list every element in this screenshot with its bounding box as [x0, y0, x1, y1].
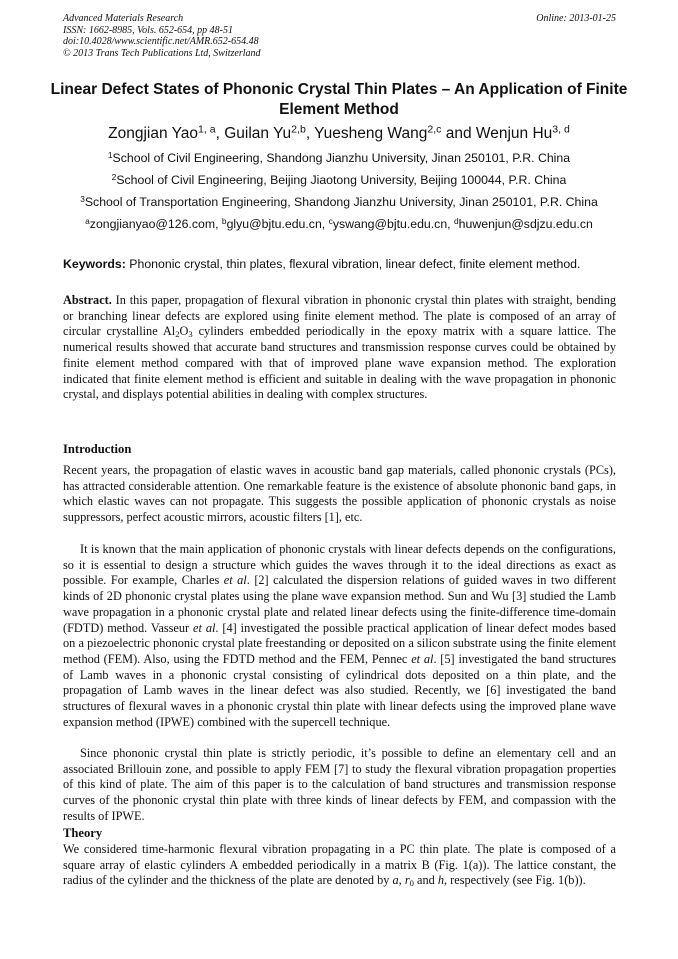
section-heading-theory: Theory [63, 826, 103, 840]
intro-paragraph-2 [63, 542, 616, 730]
abstract-label: Abstract. [63, 293, 112, 307]
email-sup: d [454, 215, 459, 226]
email-link[interactable]: huwenjun@sdjzu.edu.cn [458, 217, 593, 231]
email-sup: c [328, 215, 333, 226]
author-sup: 1, a [198, 123, 216, 136]
online-date: Online: 2013-01-25 [536, 13, 616, 24]
keywords [63, 256, 623, 272]
email-link[interactable]: yswang@bjtu.edu.cn [332, 217, 448, 231]
symbol-r-subscript: 0 [409, 878, 414, 889]
et-al: et al [193, 620, 216, 635]
paragraph-text: , respectively (see Fig. 1(b)). [444, 873, 586, 888]
email-sup: a [85, 215, 90, 226]
author-sup: 2,c [427, 123, 442, 136]
abstract-text: cylinders embedded periodically in the epoxy matrix with a square lattice. The numerical results showed that accurate band structures and transmission response curves could be obtained by finite element method compared with that of improved plane wave expansion method. The exploration indicated that finite element method is efficient and suitable in dealing with the wave propagation in phononic crystal, and displays potential abilities in dealing with complex structures. [63, 324, 617, 402]
author-name: Guilan Yu [224, 125, 292, 142]
email-link[interactable]: zongjianyao@126.com [89, 217, 216, 231]
affiliation-sup: 1 [107, 149, 113, 160]
affiliation [20, 150, 658, 166]
separator: and [413, 873, 438, 888]
paragraph-text: . [2] calculated the dispersion relations of guided waves in two different kinds of 2D phononic crystal plates using the plane wave expansion method. Sun and Wu [3] studied the Lamb wave propagation in a phononic crystal plate and related linear defects using the finite-difference time-domain (FDTD) method. Vasseur [63, 573, 617, 635]
intro-paragraph-3: Since phononic crystal thin plate is strictly periodic, it’s possible to define an elementary cell and an associated Brillouin zone, and possible to apply FEM [7] to study the flexural vibration propagation properties of this kind of plate. The aim of this paper is to the calculation of band structures and transmission response curves of the phononic crystal thin plate with three kinds of linear defects by FEM, and compassion with the results of IPWE. [63, 746, 616, 823]
journal-name: Advanced Materials Research [63, 13, 184, 24]
et-al: et al [411, 651, 434, 666]
keywords-label: Keywords: [63, 257, 126, 271]
chemical-subscript: 2 [175, 329, 180, 340]
paper-title: Linear Defect States of Phononic Crystal Thin Plates – An Application of Finite Element Method [50, 81, 628, 118]
author-sup: 2,b [291, 123, 306, 136]
issn-line: ISSN: 1662-8985, Vols. 652-654, pp 48-51 [63, 24, 233, 36]
paragraph-text: . [4] investigated the possible practical application of linear defect modes based on a piezoelectric phononic crystal plate freestanding or deposited on a silicon substrate using the finite element method (FEM). Also, using the FDTD method and the FEM, Pennec [63, 620, 616, 666]
symbol-h: h [437, 873, 444, 888]
abstract [63, 293, 616, 403]
paragraph-text: We considered time-harmonic flexural vibration propagating in a PC thin plate. The plate is composed of a square array of elastic cylinders A embedded periodically in a matrix B (Fig. 1(a)). The lattice constant, the radius of the cylinder and the thickness of the plate are denoted by [63, 842, 616, 888]
section-heading-introduction: Introduction [63, 442, 132, 456]
affiliation-text: School of Transportation Engineering, Shandong Jianzhu University, Jinan 250101, P.R. China [84, 195, 598, 209]
author-list: Zongjian Yao$^{1, a}$, Guilan Yu$^{2,b}$, Yuesheng Wang$^{2,c}$ and Wenjun Hu$^{3, d}$ [108, 123, 570, 142]
email-list: $^a$zongjianyao@126.com, $^b$glyu@bjtu.edu.cn, $^c$yswang@bjtu.edu.cn, $^d$huwenjun@sdjzu.edu.cn [85, 215, 593, 231]
abstract-text: O [179, 324, 189, 339]
author-name: Wenjun Hu [475, 125, 553, 142]
symbol-r: r [404, 873, 410, 888]
author-sup: 3, d [552, 123, 570, 136]
affiliation [20, 172, 658, 188]
separator: , [398, 873, 405, 888]
email-sup: b [221, 215, 227, 226]
theory-paragraph-1 [63, 842, 616, 889]
paragraph-text: It is known that the main application of phononic crystals with linear defects depends on the configurations, so it is essential to design a structure which guides the waves through it to the ideal directions as exact as possible. For example, Charles [63, 542, 616, 588]
keywords-text: Phononic crystal, thin plates, flexural vibration, linear defect, finite element method. [129, 257, 581, 271]
doi-line: doi:10.4028/www.scientific.net/AMR.652-654.48 [63, 36, 259, 47]
intro-paragraph-1: Recent years, the propagation of elastic waves in acoustic band gap materials, called phononic crystals (PCs), has attracted considerable attention. One remarkable feature is the existence of absolute phononic band gaps, in which elastic waves can not propagate. This suggests the possible application of phononic crystals as noise suppressors, perfect acoustic mirrors, acoustic filters [1], etc. [63, 463, 616, 525]
author-name: Zongjian Yao [108, 125, 199, 142]
author-name: Yuesheng Wang [314, 125, 428, 142]
paragraph-text: . [5] investigated the band structures of Lamb waves in a phononic crystal consisting of cylindrical dots deposited on a thin plate, and the propagation of Lamb waves in the linear defect was also studied. Recently, we [6] investigated the band structures of flexural waves in a phononic crystal thin plate with linear defects using the improved plane wave expansion method (IPWE) combined with the supercell technique. [63, 651, 617, 729]
abstract-text: In this paper, propagation of flexural vibration in phononic crystal thin plates with straight, bending or branching linear defects are explored using finite element method. The plate is composed of an array of circular crystalline Al [63, 293, 617, 339]
copyright-line: © 2013 Trans Tech Publications Ltd, Switzerland [63, 47, 261, 59]
affiliation-text: School of Civil Engineering, Shandong Jianzhu University, Jinan 250101, P.R. China [112, 151, 571, 165]
affiliation [20, 194, 658, 210]
chemical-subscript: 3 [188, 329, 193, 340]
affiliation-sup: 3 [80, 193, 85, 204]
affiliation-text: School of Civil Engineering, Beijing Jiaotong University, Beijing 100044, P.R. China [116, 173, 567, 187]
page-header [63, 13, 616, 59]
et-al: et al [223, 573, 247, 588]
affiliation-sup: 2 [111, 171, 117, 182]
symbol-a: a [392, 873, 399, 888]
email-link[interactable]: glyu@bjtu.edu.cn [226, 217, 322, 231]
